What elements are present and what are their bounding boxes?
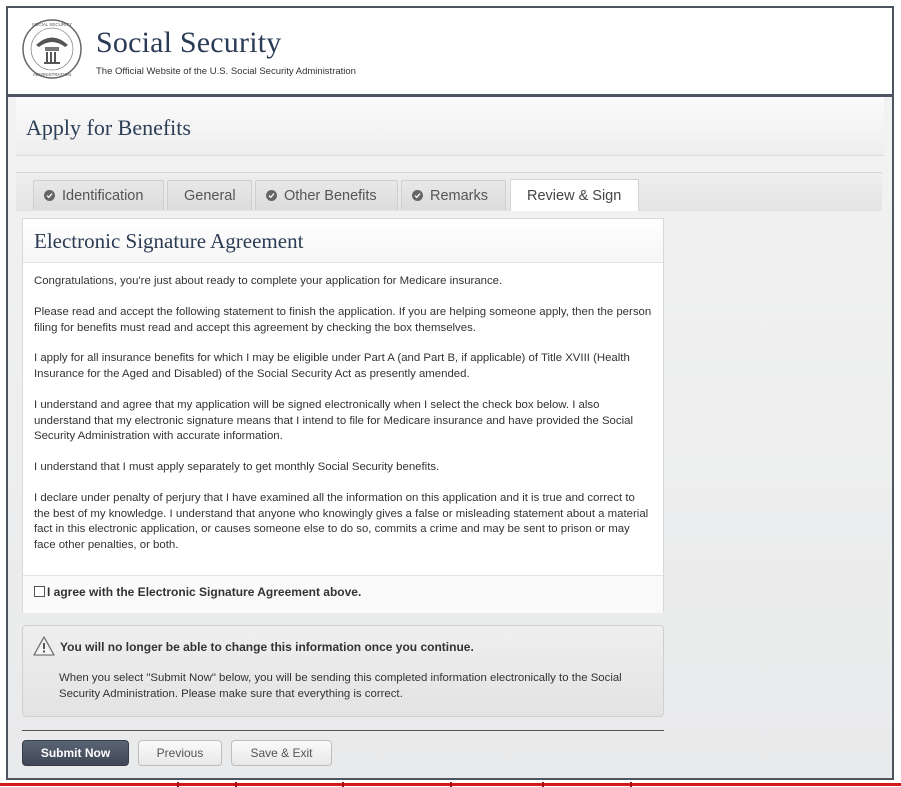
signature-agreement-panel [22,218,664,612]
tab-label: Identification [62,187,144,204]
tab-identification[interactable] [33,180,164,210]
warning-title: You will no longer be able to change this information once you continue. [60,640,474,654]
warning-triangle-icon [33,636,55,656]
progress-tick [342,782,344,787]
tab-strip [16,172,882,211]
agreement-paragraph: I understand and agree that my application will be signed electronically when I select the check box below. I also understand that my electronic signature means that I intend to file for Medicare insurance and have provided the Social Security Administration with accurate information. [34,399,633,442]
tab-label: General [184,187,236,204]
site-title[interactable]: Social Security [96,26,282,59]
page-title-bar [16,97,884,156]
agreement-paragraph: I apply for all insurance benefits for which I may be eligible under Part A (and Part B, if applicable) of Title XVIII (Health Insurance for the Aged and Disabled) of the Social Security Act as presently amended. [34,352,630,380]
agree-checkbox[interactable] [34,586,45,597]
ssa-seal-logo[interactable] [21,18,83,80]
panel-header [23,219,663,263]
progress-tick [235,782,237,787]
main-content [8,97,892,778]
svg-text:SOCIAL SECURITY: SOCIAL SECURITY [31,22,73,27]
submit-now-button[interactable]: Submit Now [22,740,129,766]
browser-page [6,6,894,780]
site-header [8,8,892,97]
svg-text:ADMINISTRATION: ADMINISTRATION [32,72,72,77]
agreement-paragraph: Congratulations, you're just about ready to complete your application for Medicare insurance. [34,275,503,287]
warning-box [22,625,664,717]
agreement-paragraph: I understand that I must apply separately to get monthly Social Security benefits. [34,461,440,473]
progress-tick [630,782,632,787]
tab-label: Other Benefits [284,187,377,204]
agree-row [23,575,663,613]
agreement-title: Electronic Signature Agreement [34,229,304,253]
divider [22,730,664,731]
agreement-paragraph: I declare under penalty of perjury that I have examined all the information on this application and it is true and correct to the best of my knowledge. I understand that anyone who knowingly gives a false or misleading statement about a material fact in this electronic application, or causes someone else to do so, commits a crime and may be sent to prison or may face other penalties, or both. [34,492,649,551]
tab-general[interactable] [167,180,252,210]
tab-label: Review & Sign [527,187,622,204]
warning-body: When you select "Submit Now" below, you will be sending this completed information electronically to the Social Security Administration. Please make sure that everything is correct. [59,672,622,700]
check-circle-icon [266,190,277,201]
check-circle-icon [44,190,55,201]
progress-tick [542,782,544,787]
save-exit-button[interactable]: Save & Exit [231,740,332,766]
tab-label: Remarks [430,187,489,204]
progress-tick [450,782,452,787]
tab-review-sign[interactable] [510,179,639,211]
agree-checkbox-label[interactable]: I agree with the Electronic Signature Agreement above. [47,585,362,599]
tab-remarks[interactable] [401,180,506,210]
progress-tick [177,782,179,787]
page-title: Apply for Benefits [26,115,191,140]
tab-other-benefits[interactable] [255,180,398,210]
check-circle-icon [412,190,423,201]
agreement-paragraph: Please read and accept the following statement to finish the application. If you are helping someone apply, then the person filing for benefits must read and accept this agreement by checking the box themselves. [34,306,652,334]
site-subtitle: The Official Website of the U.S. Social Security Administration [96,66,356,77]
previous-button[interactable]: Previous [138,740,222,766]
video-progress-bar[interactable] [0,783,901,786]
